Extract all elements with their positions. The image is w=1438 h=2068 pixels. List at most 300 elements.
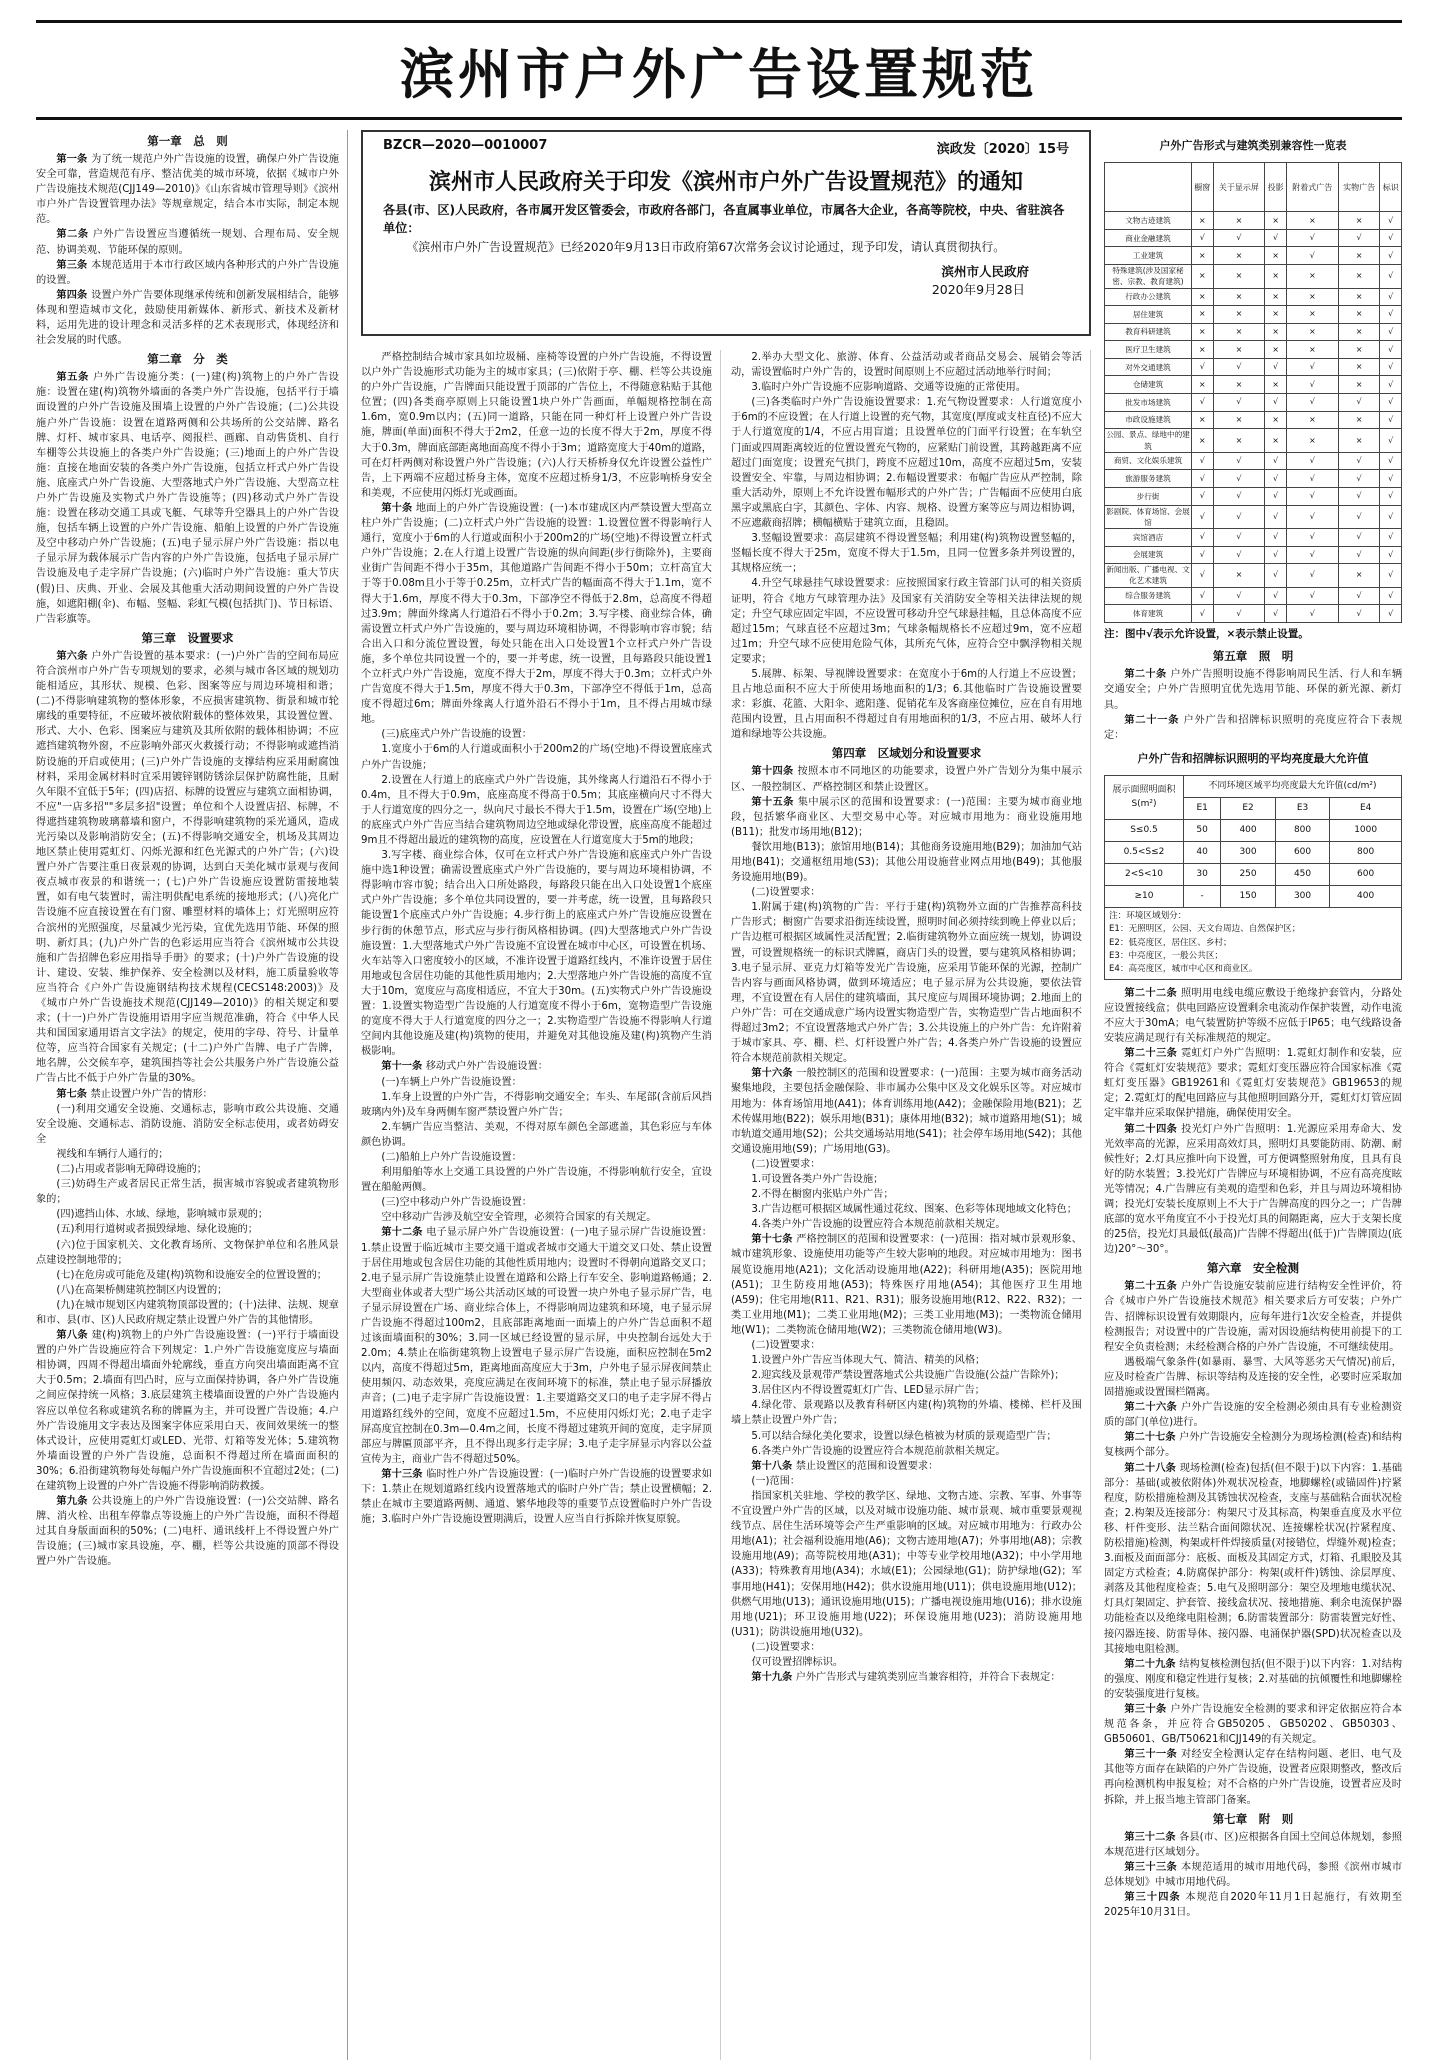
table-row xyxy=(1105,605,1402,623)
article-paragraph xyxy=(36,1298,339,1328)
compat-row-name: 商业金融建筑 xyxy=(1105,229,1192,247)
article-paragraph xyxy=(361,350,712,501)
notice-heading: 滨州市人民政府关于印发《滨州市户外广告设置规范》的通知 xyxy=(428,169,1023,195)
article-paragraph xyxy=(361,1210,712,1225)
article-paragraph xyxy=(731,1489,1082,1640)
check-mark-icon: √ xyxy=(1213,546,1265,564)
compat-row-name: 医疗卫生建筑 xyxy=(1105,341,1192,359)
compat-column-header: 标识 xyxy=(1380,163,1402,212)
article-number: 第二十四条 xyxy=(1124,1123,1182,1135)
masthead xyxy=(36,20,1402,120)
check-mark-icon: √ xyxy=(1286,564,1338,587)
lum-value-cell: 400 xyxy=(1330,886,1402,908)
cross-mark-icon: × xyxy=(1192,212,1214,230)
article-paragraph xyxy=(1104,1890,1402,1920)
cross-mark-icon: × xyxy=(1192,411,1214,429)
article-number: 第二十条 xyxy=(1124,669,1171,681)
article-text: (三)各类临时户外广告设施设置要求：1.充气物设置要求：人行道宽度小于6m的不应设置；在人行道上设置的充气物，其宽度(厚度或支柱直径)不应大于人行道宽度的1/4，不应占用盲道；且设置单位的门面平行设置；在车轨空门面或四周距离较近的位置设置充气物的，应紧贴门前设置，其跨越距离不应超过门面宽度；设置充气拱门，跨度不应超过10m，高度不应超过5m，安装设置安全、牢靠，与周边相协调；2.布幅设置要求：布幅广告应从严控制，除重大活动外，原则上不允许设置布幅形式的户外广告；广告幅面不应使用白底黑字或黑底白字，其颜色、字体、内容、规格、设置方案等应与周边相协调，不应遮蔽商招牌；横幅横贴于建筑立面，且稳固。 xyxy=(731,397,1082,530)
article-paragraph xyxy=(731,1232,1082,1338)
lum-area-cell: S≤0.5 xyxy=(1105,820,1184,842)
lum-value-cell: 800 xyxy=(1275,820,1330,842)
cross-mark-icon: × xyxy=(1338,358,1380,376)
lum-table-title: 户外广告和招牌标识照明的平均亮度最大允许值 xyxy=(1137,751,1369,765)
article-text: 霓虹灯户外广告照明：1.霓虹灯制作和安装，应符合《霓虹灯安装规范》要求；霓虹灯变压器应符合国家标准《霓虹灯变压器》GB19261和《霓虹灯安装规范》GB19653的规定；2.霓虹灯的配电回路应与其他照明回路分开，霓虹灯灯管应固定牢靠并应采取保护措施，确保使用安全。 xyxy=(1104,1048,1402,1120)
article-text: 3.居住区内不得设置霓虹灯广告、LED显示屏广告； xyxy=(751,1385,985,1397)
article-paragraph xyxy=(36,1238,339,1268)
article-paragraph xyxy=(1104,986,1402,1046)
check-mark-icon: √ xyxy=(1192,587,1214,605)
article-paragraph xyxy=(731,1429,1082,1444)
table-row xyxy=(1105,341,1402,359)
article-text: 5.展牌、标架、导视牌设置要求：在宽度小于6m的人行道上不应设置；且占地总面积不应大于所使用场地面积的1/3；6.其他临时广告设施设置要求：彩旗、花篮、大阳伞、遮阳蓬、促销花车及客商座位摊位，应在自有用地范围内设置，且占用面积不得超过自有用地面积的1/3，不应占用、破坏人行道和绿地等公共设施。 xyxy=(731,668,1082,741)
article-paragraph xyxy=(731,1398,1082,1428)
article-number: 第六条 xyxy=(56,650,92,662)
article-paragraph xyxy=(1104,713,1402,743)
article-text: 户外广告设施安全检测的要求和评定依据应符合本规范各条，并应符合GB50205、GB50202、GB50303、GB50601、GB/T50621和CJJ149的有关规定。 xyxy=(1104,1704,1402,1746)
cross-mark-icon: × xyxy=(1338,376,1380,394)
article-paragraph xyxy=(731,900,1082,1066)
compat-row-name: 步行街 xyxy=(1105,487,1192,505)
article-text: 禁止设置户外广告的情形： xyxy=(90,1088,213,1100)
check-mark-icon: √ xyxy=(1192,358,1214,376)
lum-value-cell: 50 xyxy=(1184,820,1221,842)
article-paragraph xyxy=(731,350,1082,380)
article-text: 1.宽度小于6m的人行道或面积小于200m2的广场(空地)不得设置底座式户外广告设施； xyxy=(361,744,712,771)
article-text: (二)船舶上户外广告设施设置： xyxy=(381,1151,522,1163)
article-paragraph xyxy=(36,1268,339,1283)
article-text: 为了统一规范户外广告设施的设置，确保户外广告设施安全可靠，营造规范有序、整洁优美的城市环境，依据《城市户外广告设施技术规范(CJJ149—2010)》《山东省城市管理导则》《滨州市户外广告设置管理办法》等规章规定，结合本市实际，制定本规范。 xyxy=(36,154,339,226)
notice-box xyxy=(361,130,1091,336)
article-paragraph xyxy=(36,1328,339,1494)
cross-mark-icon: × xyxy=(1265,306,1287,324)
article-paragraph xyxy=(1104,1279,1402,1354)
article-text: 2.车辆广告应当整洁、美观，不得对原车颜色全部遮盖，其色彩应与车体颜色协调。 xyxy=(361,1121,712,1148)
article-paragraph xyxy=(731,1202,1082,1217)
article-paragraph xyxy=(361,1195,712,1210)
check-mark-icon: √ xyxy=(1286,546,1338,564)
table-row xyxy=(1105,247,1402,265)
check-mark-icon: √ xyxy=(1265,587,1287,605)
lum-table-notes xyxy=(1104,908,1402,980)
article-text: (一)利用交通安全设施、交通标志，影响市政公共设施、交通安全设施、交通标志、消防设施、消防安全标志使用，或者妨碍安全 xyxy=(36,1103,339,1145)
check-mark-icon: √ xyxy=(1286,376,1338,394)
article-text: 户外广告设施安全检测分为现场检测(检查)和结构复核两个部分。 xyxy=(1104,1432,1402,1459)
cross-mark-icon: × xyxy=(1265,323,1287,341)
check-mark-icon: √ xyxy=(1265,394,1287,412)
table-row xyxy=(1105,358,1402,376)
article-text: (五)利用行道树或者损毁绿地、绿化设施的； xyxy=(56,1224,258,1236)
cross-mark-icon: × xyxy=(1286,265,1338,288)
article-number: 第三十四条 xyxy=(1124,1892,1186,1904)
article-paragraph xyxy=(731,576,1082,667)
lum-note-line: 注：环境区域划分： xyxy=(1109,911,1187,922)
article-paragraph xyxy=(361,1075,712,1090)
article-text: 3.写字楼、商业综合体，仅可在立杆式户外广告设施和底座式户外广告设施中选1种设置；确需设置底座式户外广告设施的，要与周边环境相协调，不得影响市容市貌；结合出入口所处路段，每路段只能在出入口处设置1个底座式户外广告设施；多个单位共同设置的，要一并考虑，统一设置，且每路段只能设置1个底座式户外广告设施；4.步行街上的底座式户外广告设施应设置在步行街的休憩节点，形式应与步行街风格相协调。(四)大型落地式户外广告设施设置：1.大型落地式户外广告设施不宜设置在城市中心区，可设置在机场、火车站等入口密度较小的区域，不准许设置于道路红线内，不准许设置于居住用地或包含居住功能的其他性质用地内；2.大型落地户外广告设施的高度不宜大于10m，宽度应与高度相适应，不宜大于30m。(五)实物式户外广告设施设置：1.设置实物造型广告设施的人行道宽度不得小于6m，宽物造型广告设施的宽度不得大于人行道宽度的四分之一；2.实物造型广告设施不得影响人行道空间内其他设施及建(构)筑物的使用，并避免对其他设施及建(构)筑物产生消极影响。 xyxy=(361,850,712,1058)
article-text: 指国家机关驻地、学校的教学区、绿地、文物古迹、宗教、军事、外事等不宜设置户外广告的区域，以及对城市设施功能、城市景观、城市重要景观视线节点、居住生活环境等会产生严重影响的区域。对应城市用地为：行政办公用地(A1)；社会福利设施用地(A6)；文物古迹用地(A7)；外事用地(A8)；宗教设施用地(A9)；高等院校用地(A31)；中等专业学校用地(A32)；中小学用地(A33)；特殊教育用地(A34)；水域(E1)；公园绿地(G1)；防护绿地(G2)；军事用地(H41)；安保用地(H42)；供水设施用地(U11)；供电设施用地(U12)；供燃气用地(U13)；通讯设施用地(U15)；广播电视设施用地(U16)；排水设施用地(U21)；环卫设施用地(U22)；环保设施用地(U23)；消防设施用地(U31)；防洪设施用地(U32)。 xyxy=(731,1490,1082,1638)
lum-value-cell: 600 xyxy=(1275,842,1330,864)
compat-row-name: 会展建筑 xyxy=(1105,546,1192,564)
check-mark-icon: √ xyxy=(1286,247,1338,265)
check-mark-icon: √ xyxy=(1338,229,1380,247)
article-text: 3.广告边框可根据区域属性通过花纹、图案、色彩等体现地域文化特色； xyxy=(751,1204,1077,1216)
article-text: 照明用电线电缆应敷设于绝缘护套管内，分路处应设置接线盒；供电回路应设置剩余电流动作保护装置，动作电流不应大于30mA；电气装置防护等级不应低于IP65；电气线路设备安装应满足现行有关标准规范的规定。 xyxy=(1104,987,1402,1044)
cross-mark-icon: × xyxy=(1338,212,1380,230)
check-mark-icon: √ xyxy=(1380,546,1402,564)
cross-mark-icon: × xyxy=(1192,265,1214,288)
article-number: 第三十二条 xyxy=(1124,1831,1180,1843)
check-mark-icon: √ xyxy=(1380,341,1402,359)
check-mark-icon: √ xyxy=(1265,564,1287,587)
article-text: 本规范适用的城市用地代码，参照《滨州市城市总体规划》中城市用地代码。 xyxy=(1104,1861,1402,1888)
article-text: 结构复核检测包括(但不限于)以下内容：1.对结构的强度、刚度和稳定性进行复核；2.对基础的抗倾覆性和地脚螺栓的安装强度进行复核。 xyxy=(1104,1658,1402,1700)
article-text: 2.举办大型文化、旅游、体育、公益活动或者商品交易会、展销会等活动，需设置临时户外广告的，设置时间原则上不应超过活动地举行时间； xyxy=(731,352,1082,379)
article-paragraph xyxy=(1104,1046,1402,1121)
cross-mark-icon: × xyxy=(1265,341,1287,359)
notice-issuer: 滨州市人民政府 xyxy=(941,264,1029,280)
article-paragraph xyxy=(36,258,339,288)
lum-column-header: E3 xyxy=(1275,798,1330,820)
table-row xyxy=(1105,587,1402,605)
article-text: (二)设置要求： xyxy=(751,1158,821,1170)
cross-mark-icon: × xyxy=(1213,323,1265,341)
check-mark-icon: √ xyxy=(1380,229,1402,247)
compat-column-header: 实物广告 xyxy=(1338,163,1380,212)
check-mark-icon: √ xyxy=(1380,429,1402,452)
check-mark-icon: √ xyxy=(1265,229,1287,247)
article-paragraph xyxy=(36,227,339,257)
table-row xyxy=(1105,229,1402,247)
compat-corner-cell xyxy=(1105,163,1192,212)
article-text: 严格控制结合城市家具如垃圾桶、座椅等设置的户外广告设施，不得设置以户外广告设施形式功能为主的城市家具；(三)依附于亭、棚、栏等公共设施的户外广告设施，广告牌面只能设置于顶部的广告位上，不得随意粘贴于其他位置；(四)各类商亭原则上只能设置1块户外广告画面，单幅规格控制在高1.6m，宽0.9m以内；(五)同一道路，只能在同一种灯杆上设置户外广告设施，牌面(单面)面积不得大于2m2，任意一边的长度不得大于2m，厚度不得大于0.3m，牌面底部距离地面高度不得小于3m；道路宽度大于40m的道路，可在灯杆两侧对称设置户外广告设施；(六)人行天桥桥身仅允许设置公益性广告，上下两端不应超过桥身主体，宽度不应超过桥身1/3，不应影响桥身安全和美观，不应使用闪烁灯光或画面。 xyxy=(361,352,712,499)
cross-mark-icon: × xyxy=(1338,429,1380,452)
table-row xyxy=(1105,323,1402,341)
lum-span-header: 不同环境区域平均亮度最大允许值(cd/m²) xyxy=(1184,776,1402,798)
cross-mark-icon: × xyxy=(1265,376,1287,394)
article-paragraph xyxy=(1104,1860,1402,1890)
cross-mark-icon: × xyxy=(1338,247,1380,265)
check-mark-icon: √ xyxy=(1338,605,1380,623)
table-row xyxy=(1105,886,1402,908)
article-text: (二)设置要求： xyxy=(751,1340,821,1352)
article-text: 3.临时户外广告设施不应影响道路、交通等设施的正常使用。 xyxy=(751,382,1026,394)
table-row xyxy=(1105,212,1402,230)
cross-mark-icon: × xyxy=(1338,323,1380,341)
cross-mark-icon: × xyxy=(1213,247,1265,265)
table-row xyxy=(1105,265,1402,288)
article-number: 第四条 xyxy=(56,289,92,301)
article-number: 第一条 xyxy=(56,154,92,166)
document-numbers xyxy=(383,138,1069,157)
check-mark-icon: √ xyxy=(1380,564,1402,587)
article-paragraph xyxy=(361,1467,712,1527)
article-paragraph xyxy=(36,649,339,1087)
table-row xyxy=(1105,394,1402,412)
article-text: (九)在城市规划区内建筑物顶部设置的；(十)法律、法规、规章和市、县(市、区)人民政府规定禁止设置户外广告的其他情形。 xyxy=(36,1299,339,1326)
cross-mark-icon: × xyxy=(1192,247,1214,265)
article-paragraph xyxy=(731,1353,1082,1368)
article-paragraph xyxy=(36,1222,339,1237)
article-text: (一)范围： xyxy=(751,1475,801,1487)
article-paragraph xyxy=(361,1120,712,1150)
check-mark-icon: √ xyxy=(1286,394,1338,412)
article-text: 集中展示区的范围和设置要求：(一)范围：主要为城市商业地段，包括繁华商业区、大型交易中心等。对应城市用地为：商业设施用地(B11)；批发市场用地(B12)； xyxy=(731,796,1082,838)
article-grid xyxy=(36,130,1402,2060)
table-row xyxy=(1105,452,1402,470)
article-text: 1.可设置各类户外广告设施； xyxy=(751,1173,884,1185)
article-text: 地面上的户外广告设施设置：(一)本市建成区内严禁设置大型高立柱户外广告设施；(二)立杆式户外广告设施的设置：1.设置位置不得影响行人通行，宽度小于6m的人行道或面积小于200m2的广场(空地)不得设置立杆式户外广告设施；2.在人行道上设置广告设施的纵向间距(步行街除外)，主要商业街广告间距不得小于35m，其他道路广告间距不得小于50m；立杆高宜大于等于0.08m且小于等于0.25m，立杆式广告的幅面高不得大于1.1m，宽不得大于1.6m，厚度不得大于0.3m，下部净空不得低于2.8m，总高度不得超过3.9m；牌面外缘离人行道沿石不得小于0.2m；3.写字楼、商业综合体，确需设置立杆式户外广告设施的，要与周边环境相协调，不得影响市容市貌；结合出入口和分流位置设置，每处只能在出入口处设置1个立杆式户外广告设施，多个单位共同设置一个的，要一并考虑，统一设置，且每路段只能设置1个立杆式户外广告设施，宽度不得大于2m，厚度不得大于0.3m；立杆式户外广告宽度不得大于1.5m，厚度不得大于0.3m，下部净空不得低于1m，总高度不得超过6m；牌面外缘离人行道外沿石不得小于1m，且不得占用城市绿地。 xyxy=(361,502,712,726)
article-text: (六)位于国家机关、文化教育场所、文物保护单位和名胜风景点建设控制地带的； xyxy=(36,1239,339,1266)
chapter-heading: 第二章 分 类 xyxy=(147,352,228,367)
check-mark-icon: √ xyxy=(1380,411,1402,429)
cross-mark-icon: × xyxy=(1265,212,1287,230)
cross-mark-icon: × xyxy=(1213,564,1265,587)
compat-table xyxy=(1104,162,1402,623)
check-mark-icon: √ xyxy=(1380,212,1402,230)
check-mark-icon: √ xyxy=(1265,605,1287,623)
article-paragraph xyxy=(1104,1400,1402,1430)
check-mark-icon: √ xyxy=(1380,452,1402,470)
lum-value-cell: 250 xyxy=(1221,864,1276,886)
check-mark-icon: √ xyxy=(1380,394,1402,412)
notice-date: 2020年9月28日 xyxy=(931,282,1025,298)
check-mark-icon: √ xyxy=(1338,546,1380,564)
chapter-heading: 第四章 区域划分和设置要求 xyxy=(831,746,982,761)
article-text: (七)在危房或可能危及建(构)筑物和设施安全的位置设置的； xyxy=(56,1269,327,1281)
article-text: 2.不得在橱窗内张贴户外广告； xyxy=(751,1189,894,1201)
compat-row-name: 教育科研建筑 xyxy=(1105,323,1192,341)
article-text: (四)遮挡山体、水域、绿地，影响城市景观的； xyxy=(56,1209,269,1221)
article-number: 第九条 xyxy=(56,1496,92,1508)
article-paragraph xyxy=(731,1459,1082,1474)
article-paragraph xyxy=(361,501,712,727)
article-paragraph xyxy=(731,1640,1082,1655)
article-number: 第十三条 xyxy=(381,1468,427,1480)
check-mark-icon: √ xyxy=(1213,470,1265,488)
article-paragraph xyxy=(36,1177,339,1207)
article-number: 第五条 xyxy=(56,372,94,384)
article-paragraph xyxy=(36,1162,339,1177)
check-mark-icon: √ xyxy=(1265,487,1287,505)
article-text: 禁止设置区的范围和设置要求： xyxy=(795,1460,939,1472)
check-mark-icon: √ xyxy=(1380,247,1402,265)
check-mark-icon: √ xyxy=(1380,470,1402,488)
article-text: 3.竖幅设置要求：高层建筑不得设置竖幅；利用建(构)筑物设置竖幅的，竖幅长度不得大于25m，宽度不得大于1.5m，且同一位置多条并列设置的，其规格应统一； xyxy=(731,533,1082,575)
article-text: (三)底座式户外广告设施的设置： xyxy=(381,729,532,741)
compat-row-name: 行政办公建筑 xyxy=(1105,288,1192,306)
article-paragraph xyxy=(1104,667,1402,712)
article-number: 第二十五条 xyxy=(1124,1281,1181,1293)
column-4-section-b xyxy=(1104,986,1402,1921)
notice-recipients: 各县(市、区)人民政府，各市属开发区管委会，市政府各部门，各直属事业单位，市属各大企业，各高等院校，中央、省驻滨各单位： xyxy=(383,203,1065,235)
column-1 xyxy=(36,130,348,2060)
check-mark-icon: √ xyxy=(1265,358,1287,376)
compat-row-name: 宾馆酒店 xyxy=(1105,528,1192,546)
cross-mark-icon: × xyxy=(1213,376,1265,394)
article-number: 第十六条 xyxy=(751,1068,797,1080)
check-mark-icon: √ xyxy=(1213,358,1265,376)
article-text: 电子显示屏户外广告设施设置：(一)电子显示屏广告设施设置：1.禁止设置于临近城市主要交通干道或者城市交通大干道交叉口处、禁止设置于居住用地或包含居住功能的其他性质用地内；设置时不得朝向道路交叉口；2.电子显示屏广告设施禁止设置在道路和公路上行车安全、影响道路畅通；2.大型商业体或者大型广场公共活动区域的可设置一块户外电子显示屏广告，电子显示屏设置在广场、商业综合体上，不得影响周边建筑和环境，电子显示屏广告设施不得超过100m2，且底部距离地面一面墙上的户外广告总面积不超过该面墙面积的30%；3.同一区域已经设置的显示屏，中央控制台远处大于2.0m；4.禁止在临街建筑物上设置电子显示屏广告设施，面积应控制在5m2以内，高度不得超过5m，距离地面高度应大于3m，户外电子显示屏夜间禁止使用频闪、动态效果，亮度应满足在夜间环境下的标准，禁止电子显示屏播放声音；(二)电子走字屏广告设施设置：1.主要道路交叉口的电子走字屏不得占用道路红线外的空间，宽度不应超过1.5m，不应使用闪烁灯光；2.电子走字屏高度宜控制在0.3m—0.4m之间，长度不得超过建筑开间的宽度，走字屏顶部应与牌匾顶部平齐，且不得出现多行走字屏；3.电子走字屏显示内容以公益宣传为主，商业广告不得超过50%。 xyxy=(361,1227,712,1465)
lum-column-header: E2 xyxy=(1221,798,1276,820)
check-mark-icon: √ xyxy=(1380,487,1402,505)
article-text: 2.迎宾线及景观带严禁设置落地式公共设施广告设施(公益广告除外)； xyxy=(751,1370,1065,1382)
article-text: (二)占用或者影响无障碍设施的； xyxy=(56,1164,207,1176)
compat-row-name: 综合服务建筑 xyxy=(1105,587,1192,605)
cross-mark-icon: × xyxy=(1265,247,1287,265)
article-number: 第十七条 xyxy=(751,1234,797,1246)
doc-number-left: BZCR—2020—0010007 xyxy=(383,138,548,153)
article-number: 第三十条 xyxy=(1124,1704,1171,1715)
cross-mark-icon: × xyxy=(1286,429,1338,452)
article-paragraph xyxy=(36,152,339,227)
article-text: 视线和车辆行人通行的； xyxy=(56,1148,169,1160)
article-paragraph xyxy=(361,742,712,772)
chapter-heading: 第七章 附 则 xyxy=(1212,1811,1294,1826)
article-paragraph xyxy=(731,1474,1082,1489)
article-text: 严格控制区的范围和设置要求：(一)范围：指对城市景观形象、城市建筑形象、设施使用功能等产生较大影响的地段。对应城市用地为：图书展览设施用地(A21)；文化活动设施用地(A22)；科研用地(A35)；医院用地(A51)；卫生防疫用地(A53)；特殊医疗用地(A54)；其他医疗卫生用地(A59)；住宅用地(R11、R21、R31)；服务设施用地(R12、R22、R32)；一类工业用地(M1)；二类工业用地(M2)；三类工业用地(M3)；一类物流仓储用地(W1)；二类物流仓储用地(W2)；三类物流仓储用地(W3)。 xyxy=(731,1234,1082,1336)
article-number: 第二十八条 xyxy=(1124,1462,1180,1474)
column-4 xyxy=(1104,130,1402,2060)
compat-table-note: 注：图中√表示允许设置，×表示禁止设置。 xyxy=(1104,627,1309,640)
article-paragraph xyxy=(361,1165,712,1195)
table-row xyxy=(1105,306,1402,324)
article-text: 空中移动广告涉及航空安全管理，必须符合国家的有关规定。 xyxy=(381,1212,657,1224)
check-mark-icon: √ xyxy=(1380,376,1402,394)
article-paragraph xyxy=(36,1494,339,1569)
check-mark-icon: √ xyxy=(1265,505,1287,528)
cross-mark-icon: × xyxy=(1192,341,1214,359)
lum-value-cell: 150 xyxy=(1221,886,1276,908)
article-paragraph xyxy=(36,370,339,627)
article-text: 4.升空气球悬挂气球设置要求：应按照国家行政主管部门认可的相关资质证明，符合《地方气球管理办法》及国家有关消防安全等相关法律法规的规定；升空气球应固定牢固，不应设置可移动升空气球悬挂幅，且总体高度不应超过15m；气球直径不应超过3m；气球条幅规格长不应超过9m，宽不应超过1m；升空气球不应使用危险气体，其所充气体，应符合空中飘浮物相关规定要求； xyxy=(731,578,1082,665)
check-mark-icon: √ xyxy=(1380,358,1402,376)
check-mark-icon: √ xyxy=(1213,394,1265,412)
article-paragraph xyxy=(361,1150,712,1165)
article-number: 第二十一条 xyxy=(1124,714,1184,726)
article-paragraph xyxy=(361,848,712,1059)
compat-row-name: 特殊建筑(涉及国家秘密、宗教、教育建筑) xyxy=(1105,265,1192,288)
article-text: 户外广告设施的安全检测必须由具有专业检测资质的部门(单位)进行。 xyxy=(1104,1402,1402,1429)
article-text: 户外广告设置应当遵循统一规划、合理布局、安全规范、协调美观、节能环保的原则。 xyxy=(36,229,340,256)
check-mark-icon: √ xyxy=(1286,587,1338,605)
article-paragraph xyxy=(1104,1702,1402,1747)
article-text: 设置户外广告要体现继承传统和创新发展相结合，能够体现和塑造城市文化，鼓励使用新媒体、新形式、新技术及新材料，运用先进的设计理念和灵活多样的艺术表现形式，体现经济和社会发展的时代感。 xyxy=(36,289,339,347)
check-mark-icon: √ xyxy=(1213,587,1265,605)
cross-mark-icon: × xyxy=(1213,429,1265,452)
article-text: 1.附属于建(构)筑物的广告：平行于建(构)筑物外立面的广告推荐高科技广告形式；橱窗广告要求沿街连续设置，照明时间必须持续到晚上停业以后；广告边框可根据区域属性灵活配置；2.临街建筑物外立面应统一规划，协调设置，可设置规格统一的标识式牌匾，商店门头的设置，要与建筑风格相协调；3.电子显示屏、亚克力灯箱等发光广告设施，应采用节能环保的光源，控制广告内容与画面风格协调，做到环境适应；电子显示屏为公共设施，要依法管理，不宜设置在有人居住的建筑墙面，其尺度应与周围环境协调；2.地面上的户外广告：可在交通成意广场内设置实物造型广告，实物造型广告占地面积不得超过3m2；不宜设置落地式户外广告；3.公共设施上的户外广告：允许附着于城市家具、亭、棚、栏、灯杆设置户外广告；4.各类户外广告设施的设置应符合本规范前款相关规定。 xyxy=(731,902,1082,1065)
article-paragraph xyxy=(731,667,1082,742)
article-paragraph xyxy=(731,395,1082,531)
article-number: 第八条 xyxy=(56,1330,92,1342)
cross-mark-icon: × xyxy=(1192,323,1214,341)
check-mark-icon: √ xyxy=(1192,394,1214,412)
article-paragraph xyxy=(731,1338,1082,1353)
column-3 xyxy=(731,350,1091,2060)
article-paragraph xyxy=(731,764,1082,794)
check-mark-icon: √ xyxy=(1338,487,1380,505)
article-paragraph xyxy=(1104,1430,1402,1460)
cross-mark-icon: × xyxy=(1338,288,1380,306)
lum-area-cell: 0.5<S≤2 xyxy=(1105,842,1184,864)
compat-column-header: 关于显示屏 xyxy=(1213,163,1265,212)
article-paragraph xyxy=(731,1655,1082,1670)
cross-mark-icon: × xyxy=(1213,341,1265,359)
lum-table xyxy=(1104,775,1402,908)
check-mark-icon: √ xyxy=(1380,505,1402,528)
article-paragraph xyxy=(1104,1657,1402,1702)
article-paragraph xyxy=(36,1102,339,1147)
chapter-heading: 第六章 安全检测 xyxy=(1207,1261,1299,1276)
article-text: 1.车身上设置的户外广告，不得影响交通安全；车头、车尾部(含前后风挡玻璃内外)及车身两侧车窗严禁设置户外广告； xyxy=(361,1091,712,1118)
lum-value-cell: 300 xyxy=(1221,842,1276,864)
article-paragraph xyxy=(36,1207,339,1222)
check-mark-icon: √ xyxy=(1338,587,1380,605)
compat-column-header: 橱窗 xyxy=(1192,163,1214,212)
check-mark-icon: √ xyxy=(1286,505,1338,528)
check-mark-icon: √ xyxy=(1286,452,1338,470)
article-text: 户外广告设施分类：(一)建(构)筑物上的户外广告设施：设置在建(构)筑物外墙面的各类户外广告设施，包括平行于墙面设置的户外广告设施及围墙上设置的户外广告设施；(二)公共设施户外广告设施：设置在道路两侧和公共场所的公交站牌、路名牌、灯杆、城市家具、电话亭、阅报栏、画廊、自动售货机、自行车棚等公共设施上的各类户外广告设施；(三)地面上的户外广告设施：直接在地面安装的各类户外广告设施，包括立杆式户外广告设施、底座式户外广告设施、大型落地式户外广告设施、大型高立柱户外广告设施及实物式户外广告设施等；(四)移动式户外广告设施：设置在移动交通工具或飞艇、气球等升空器具上的户外广告设施，包括车辆上设置的户外广告设施、船舶上设置的户外广告设施及空中移动户外广告设施；(五)电子显示屏户外广告设施：指以电子显示屏为载体展示广告内容的户外广告设施，包括电子显示屏广告设施及电子走字屏广告设施；(六)临时户外广告设施：重大节庆(假)日、庆典、开业、会展及其他重大活动期间设置的户外广告设施，如遮阳棚(伞)、布幅、竖幅、彩虹气模(包括拱门)、节日标语、广告彩旗等。 xyxy=(36,372,339,625)
article-number: 第十九条 xyxy=(751,1672,796,1684)
cross-mark-icon: × xyxy=(1213,288,1265,306)
compat-row-name: 文物古迹建筑 xyxy=(1105,212,1192,230)
lum-value-cell: 450 xyxy=(1275,864,1330,886)
table-row xyxy=(1105,487,1402,505)
check-mark-icon: √ xyxy=(1213,487,1265,505)
check-mark-icon: √ xyxy=(1338,470,1380,488)
article-paragraph xyxy=(1104,1355,1402,1400)
article-number: 第十一条 xyxy=(381,1061,426,1073)
check-mark-icon: √ xyxy=(1192,528,1214,546)
check-mark-icon: √ xyxy=(1380,587,1402,605)
cross-mark-icon: × xyxy=(1265,429,1287,452)
check-mark-icon: √ xyxy=(1213,528,1265,546)
article-text: 投光灯户外广告照明：1.光源应采用寿命大、发光效率高的光源，应采用高效灯具，照明灯具要能防雨、防潮、耐候性好；2.灯具应推叶向下设置，可方便调整照射角度，且具有良好的防水装置；3.投光灯广告牌应与环境相协调，不应有高亮度眩光等情况；4.广告牌应有美观的造型和色彩，并且与周边环境相协调；投光灯安装长度原则上不大于广告牌高度的四分之一；广告牌底部的宽水平角度宜不小于投光灯具的间隔距离，应大于支架长度的25倍，投光灯具最低(最高)广告牌不得超出(低于)广告牌顶边(底边)20°～30°。 xyxy=(1104,1123,1402,1256)
check-mark-icon: √ xyxy=(1192,452,1214,470)
article-text: 1.设置户外广告应当体现大气、简洁、精美的风格； xyxy=(751,1355,986,1367)
cross-mark-icon: × xyxy=(1192,376,1214,394)
article-paragraph xyxy=(1104,1830,1402,1860)
compat-row-name: 批发市场建筑 xyxy=(1105,394,1192,412)
cross-mark-icon: × xyxy=(1286,212,1338,230)
article-text: 2.设置在人行道上的底座式户外广告设施，其外缘离人行道沿石不得小于0.4m，且不得大于0.9m，底座高度不得高于0.5m；其底座横向尺寸不得大于人行道宽度的四分之一，纵向尺寸最长不得大于1.5m，设置在广场(空地)上的底座式户外广告应当结合建筑物周边空地或绿化带设置，底座高度不能超过9m且不得超出最近的建筑物的高度，应设置在人行道宽度大于5m的地段； xyxy=(361,774,712,846)
cross-mark-icon: × xyxy=(1286,288,1338,306)
cross-mark-icon: × xyxy=(1213,306,1265,324)
check-mark-icon: √ xyxy=(1338,528,1380,546)
article-paragraph xyxy=(731,885,1082,900)
article-number: 第三十三条 xyxy=(1124,1861,1181,1873)
cross-mark-icon: × xyxy=(1192,429,1214,452)
lum-value-cell: 30 xyxy=(1184,864,1221,886)
cross-mark-icon: × xyxy=(1192,288,1214,306)
cross-mark-icon: × xyxy=(1213,212,1265,230)
article-text: 户外广告照明设施不得影响周民生活、行人和车辆交通安全；户外广告照明宜优先选用节能、环保的新光源、新灯具。 xyxy=(1104,669,1402,711)
article-text: 按照本市不同地区的功能要求，设置户外广告划分为集中展示区、一般控制区、严格控制区和禁止设置区。 xyxy=(731,766,1083,793)
article-paragraph xyxy=(731,1172,1082,1187)
article-text: (一)车辆上户外广告设施设置： xyxy=(381,1076,522,1088)
article-paragraph xyxy=(731,1368,1082,1383)
check-mark-icon: √ xyxy=(1380,306,1402,324)
column-2 xyxy=(361,350,721,2060)
article-text: 4.绿化带、景观路以及教育科研区内建(构)筑物的外墙、楼梯、栏杆及围墙上禁止设置户外广告； xyxy=(731,1400,1082,1427)
doc-number-right: 滨政发〔2020〕15号 xyxy=(936,142,1069,157)
lum-column-header: E4 xyxy=(1330,798,1402,820)
article-text: (三)妨碍生产或者居民正常生活，损害城市容貌或者建筑物形象的； xyxy=(36,1179,339,1206)
article-text: (二)设置要求： xyxy=(751,887,821,899)
cross-mark-icon: × xyxy=(1338,411,1380,429)
check-mark-icon: √ xyxy=(1192,564,1214,587)
article-paragraph xyxy=(731,795,1082,840)
article-text: 餐饮用地(B13)；旅馆用地(B14)；其他商务设施用地(B29)；加油加气站用地(B41)；交通枢纽用地(S3)；其他公用设施营业网点用地(B49)；其他服务设施用地(B9)。 xyxy=(731,841,1082,884)
article-number: 第十二条 xyxy=(381,1227,427,1239)
